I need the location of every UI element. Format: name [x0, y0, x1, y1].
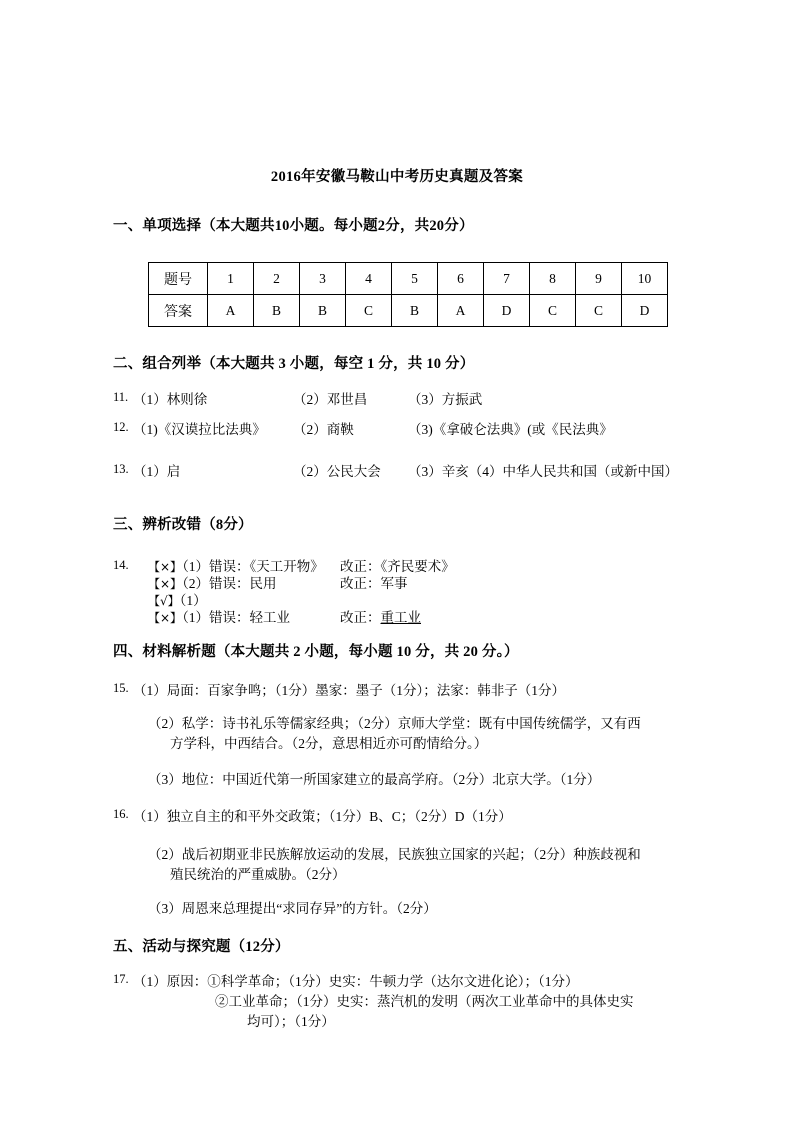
item-16-line-2a: （2）战后初期亚非民族解放运动的发展，民族独立国家的兴起；（2分）种族歧视和 — [148, 847, 641, 862]
item-12-part-2: （2）商鞅 — [293, 422, 354, 437]
item-17-line-2: ②工业革命；（1分）史实：蒸汽机的发明（两次工业革命中的具体史实 — [215, 994, 634, 1009]
table-cell-qnum: 8 — [530, 263, 576, 295]
table-cell-qnum: 6 — [438, 263, 484, 295]
section-heading-3: 三、辨析改错（8分） — [113, 517, 253, 533]
item-11-part-2: （2）邓世昌 — [293, 392, 368, 407]
correction-row-4-item — [148, 606, 290, 626]
cross-icon: 【×】 — [148, 577, 183, 591]
item-15-line-2b: 方学科，中西结合。（2分，意思相近亦可酌情给分。） — [170, 736, 488, 751]
table-cell-qnum: 3 — [300, 263, 346, 295]
item-13-part-3: （3）辛亥（4）中华人民共和国（或新中国） — [408, 464, 678, 479]
item-16-line-2b: 殖民统治的严重威胁。（2分） — [170, 867, 346, 882]
table-cell-answer: B — [254, 295, 300, 327]
item-13-part-2: （2）公民大会 — [293, 464, 381, 479]
correction-row-1-text: （1）错误：《天工开物》 — [182, 559, 324, 574]
table-rowhead-answer: 答案 — [149, 295, 208, 327]
correction-row-4-text: （1）错误：轻工业 — [182, 610, 291, 625]
page-title: 2016年安徽马鞍山中考历史真题及答案 — [270, 169, 524, 185]
item-11-part-3: （3）方振武 — [408, 392, 483, 407]
correction-row-2-fix-label: 改正： — [340, 576, 381, 591]
item-number-15: 15. — [113, 681, 129, 695]
item-number-16: 16. — [113, 807, 129, 821]
item-16-line-3: （3）周恩来总理提出“求同存异”的方针。（2分） — [148, 901, 437, 916]
item-15-line-3: （3）地位：中国近代第一所国家建立的最高学府。（2分）北京大学。（1分） — [148, 772, 601, 787]
section-heading-1: 一、单项选择（本大题共10小题。每小题2分，共20分） — [113, 218, 474, 234]
table-cell-answer: A — [438, 295, 484, 327]
correction-row-2-fix — [340, 572, 408, 592]
item-number-12: 12. — [113, 420, 129, 434]
item-12-part-1: （1)《汉谟拉比法典》 — [133, 422, 266, 437]
item-number-17: 17. — [113, 972, 129, 986]
answer-table — [148, 262, 668, 327]
item-11-part-1: （1）林则徐 — [133, 392, 208, 407]
table-cell-answer: D — [622, 295, 668, 327]
section-heading-5: 五、活动与探究题（12分） — [113, 939, 290, 955]
table-cell-answer: A — [208, 295, 254, 327]
table-cell-answer: B — [300, 295, 346, 327]
correction-row-1-fix-label: 改正： — [340, 559, 381, 574]
item-16-line-1: （1）独立自主的和平外交政策；（1分）B、C；（2分）D（1分） — [133, 809, 512, 824]
table-cell-qnum: 9 — [576, 263, 622, 295]
table-row-answers — [149, 295, 668, 327]
item-13-part-1: （1）启 — [133, 464, 181, 479]
cross-icon: 【×】 — [148, 560, 183, 574]
table-cell-answer: C — [576, 295, 622, 327]
correction-row-2-text: （2）错误：民用 — [182, 576, 277, 591]
table-cell-qnum: 4 — [346, 263, 392, 295]
correction-row-1-fix-value: 《齐民要术》 — [380, 559, 455, 574]
correction-row-2-fix-value: 军事 — [380, 576, 408, 591]
table-rowhead-question: 题号 — [149, 263, 208, 295]
item-12-part-3: （3)《拿破仑法典》(或《民法典》 — [408, 422, 613, 437]
item-15-line-1: （1）局面：百家争鸣；（1分）墨家：墨子（1分）；法家：韩非子（1分） — [133, 683, 565, 698]
correction-row-4-fix — [340, 606, 421, 626]
cross-icon: 【×】 — [148, 611, 183, 625]
table-cell-qnum: 5 — [392, 263, 438, 295]
item-number-13: 13. — [113, 462, 129, 476]
table-cell-answer: C — [346, 295, 392, 327]
item-number-14: 14. — [113, 558, 129, 572]
table-cell-qnum: 7 — [484, 263, 530, 295]
table-cell-answer: D — [484, 295, 530, 327]
table-cell-qnum: 1 — [208, 263, 254, 295]
correction-row-3-text: （1） — [179, 593, 207, 608]
table-cell-answer: B — [392, 295, 438, 327]
table-cell-qnum: 2 — [254, 263, 300, 295]
item-17-line-1: （1）原因：①科学革命；（1分）史实：牛顿力学（达尔文进化论）；（1分） — [133, 974, 579, 989]
table-row-question-numbers — [149, 263, 668, 295]
item-15-line-2a: （2）私学：诗书礼乐等儒家经典；（2分）京师大学堂：既有中国传统儒学，又有西 — [148, 716, 641, 731]
table-cell-answer: C — [530, 295, 576, 327]
section-heading-4: 四、材料解析题（本大题共 2 小题，每小题 10 分，共 20 分。） — [113, 644, 519, 660]
check-icon: 【√】 — [148, 594, 180, 608]
correction-row-4-fix-value: 重工业 — [380, 610, 421, 625]
correction-row-4-fix-label: 改正： — [340, 610, 381, 625]
item-17-line-3: 均可）；（1分） — [247, 1014, 335, 1029]
item-number-11: 11. — [113, 390, 129, 404]
table-cell-qnum: 10 — [622, 263, 668, 295]
section-heading-2: 二、组合列举（本大题共 3 小题，每空 1 分，共 10 分） — [113, 356, 475, 372]
